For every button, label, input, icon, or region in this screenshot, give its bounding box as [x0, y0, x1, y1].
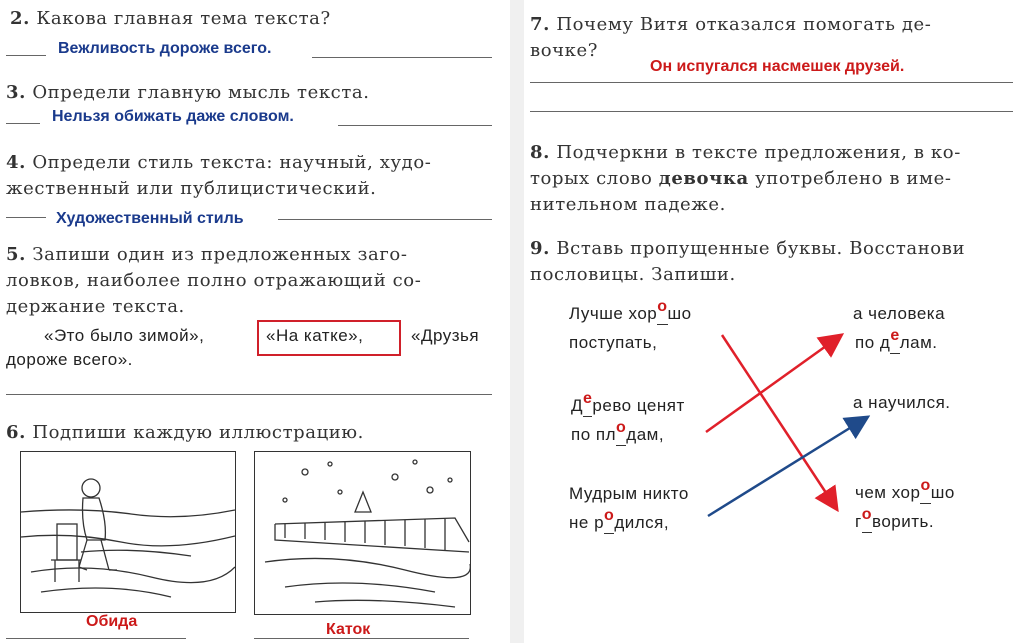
proverb-a-line2: поступать,	[569, 333, 658, 352]
q2-prompt: 2. Какова главная тема текста?	[10, 8, 331, 29]
proverb-c-line2: не родился,	[569, 507, 670, 532]
q5-option-2: «На катке»,	[266, 326, 364, 345]
q4-prompt: 4. Определи стиль текста: научный, худо- жественный или публицистический.	[6, 152, 432, 199]
proverb-end-a-line2: по делам.	[855, 327, 938, 352]
proverb-end-c-line2: говорить.	[855, 506, 935, 531]
proverb-c-line1: Мудрым никто	[569, 484, 689, 503]
arrow-b-to-a	[706, 336, 840, 432]
arrow-a-to-c	[722, 335, 836, 508]
q4-answer: Художественный стиль	[56, 210, 244, 227]
q5-option-3-cont: дороже всего».	[6, 350, 133, 369]
q3-answer: Нельзя обижать даже словом.	[52, 108, 294, 125]
q8-prompt: 8. Подчеркни в тексте предложения, в ко- торых слово девочка употреблено в име- нительном падеже.	[530, 142, 961, 215]
q6-prompt: 6. Подпиши каждую иллюстрацию.	[6, 422, 364, 443]
q2-answer: Вежливость дороже всего.	[58, 40, 272, 57]
proverb-end-c-line1: чем хорошо	[855, 477, 955, 502]
q5-option-1: «Это было зимой»,	[44, 326, 205, 345]
q9-prompt: 9. Вставь пропущенные буквы. Восстанови пословицы. Запиши.	[530, 238, 966, 285]
q5-option-3: «Друзья	[411, 326, 480, 345]
caption-1: Обида	[86, 613, 138, 630]
q5-prompt: 5. Запиши один из предложенных заго- ловков, наиболее полно отражающий со- держание текста.	[6, 244, 422, 317]
q3-prompt: 3. Определи главную мысль текста.	[6, 82, 370, 103]
q7-prompt: 7. Почему Витя отказался помогать де- вочке?	[530, 14, 932, 61]
proverb-end-a-line1: а человека	[853, 304, 946, 323]
proverb-b-line1: Дерево ценят	[571, 390, 685, 415]
caption-2: Каток	[326, 621, 371, 638]
proverb-a-line1: Лучше хорошо	[569, 298, 692, 323]
proverb-end-b-line1: а научился.	[853, 393, 951, 412]
proverb-b-line2: по плодам,	[571, 419, 665, 444]
q7-answer: Он испугался насмешек друзей.	[650, 58, 905, 75]
